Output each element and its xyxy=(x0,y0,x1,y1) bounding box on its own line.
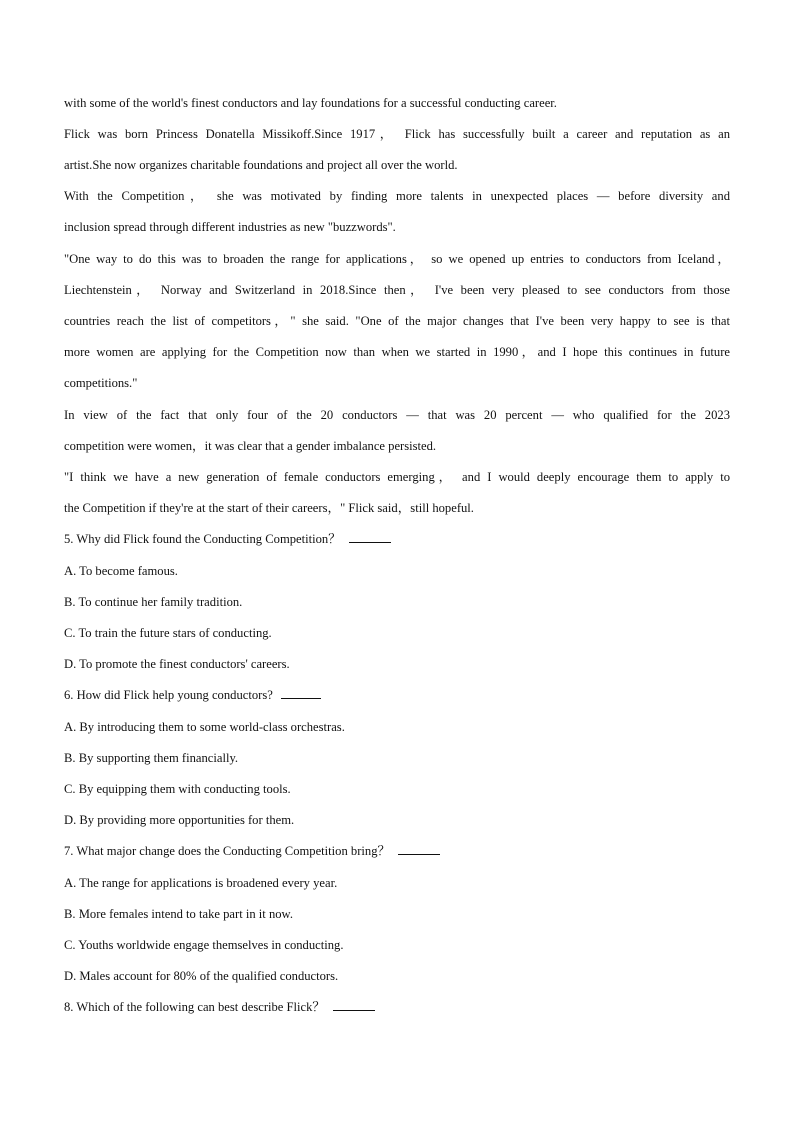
passage-line: with some of the world's finest conductors and lay foundations for a successful conducting career. xyxy=(64,96,557,110)
question-8 xyxy=(64,999,730,1015)
question-option: B. To continue her family tradition. xyxy=(64,595,243,609)
passage-line: more women are applying for the Competition now than when we started in 1990，and I hope this continues in future xyxy=(64,345,730,359)
question-option: D. To promote the finest conductors' careers. xyxy=(64,657,290,671)
question-stem: 8. Which of the following can best describe Flick？ xyxy=(64,1000,326,1014)
question-option: B. By supporting them financially. xyxy=(64,751,239,765)
question-option: A. By introducing them to some world-class orchestras. xyxy=(64,720,345,734)
question-stem: 7. What major change does the Conducting Competition bring？ xyxy=(64,844,391,858)
question-option: A. To become famous. xyxy=(64,564,178,578)
question-option: C. To train the future stars of conducting. xyxy=(64,626,272,640)
passage-line: "I think we have a new generation of female conductors emerging， and I would deeply encourage them to apply to xyxy=(64,470,730,484)
answer-blank[interactable] xyxy=(281,697,321,699)
question-7 xyxy=(64,843,730,859)
passage-line: the Competition if they're at the start of their careers，" Flick said，still hopeful. xyxy=(64,501,474,515)
question-option: D. By providing more opportunities for them. xyxy=(64,813,295,827)
passage-line: countries reach the list of competitors，" she said. "One of the major changes that I've been very happy to see is that xyxy=(64,314,730,328)
answer-blank[interactable] xyxy=(333,1009,375,1011)
passage-line: inclusion spread through different industries as new "buzzwords". xyxy=(64,220,396,234)
passage-line: artist.She now organizes charitable foundations and project all over the world. xyxy=(64,158,458,172)
question-stem: 5. Why did Flick found the Conducting Competition？ xyxy=(64,532,341,546)
question-option: D. Males account for 80% of the qualified conductors. xyxy=(64,969,339,983)
passage-line: competitions." xyxy=(64,376,138,390)
question-6 xyxy=(64,687,730,703)
answer-blank[interactable] xyxy=(349,541,391,543)
question-5 xyxy=(64,531,730,547)
passage-line: "One way to do this was to broaden the range for applications， so we opened up entries to conductors from Iceland， xyxy=(64,252,730,266)
passage-line: competition were women，it was clear that a gender imbalance persisted. xyxy=(64,439,437,453)
passage-line: In view of the fact that only four of the 20 conductors — that was 20 percent — who qualified for the 2023 xyxy=(64,408,730,422)
question-option: C. By equipping them with conducting tools. xyxy=(64,782,291,796)
answer-blank[interactable] xyxy=(398,853,440,855)
question-option: C. Youths worldwide engage themselves in conducting. xyxy=(64,938,344,952)
passage-line: Flick was born Princess Donatella Missikoff.Since 1917， Flick has successfully built a career and reputation as an xyxy=(64,127,730,141)
question-option: B. More females intend to take part in it now. xyxy=(64,907,293,921)
passage-line: Liechtenstein， Norway and Switzerland in 2018.Since then， I've been very pleased to see conductors from those xyxy=(64,283,730,297)
question-stem: 6. How did Flick help young conductors? xyxy=(64,688,273,702)
question-option: A. The range for applications is broadened every year. xyxy=(64,876,338,890)
passage-line: With the Competition， she was motivated by finding more talents in unexpected places — before diversity and xyxy=(64,189,730,203)
